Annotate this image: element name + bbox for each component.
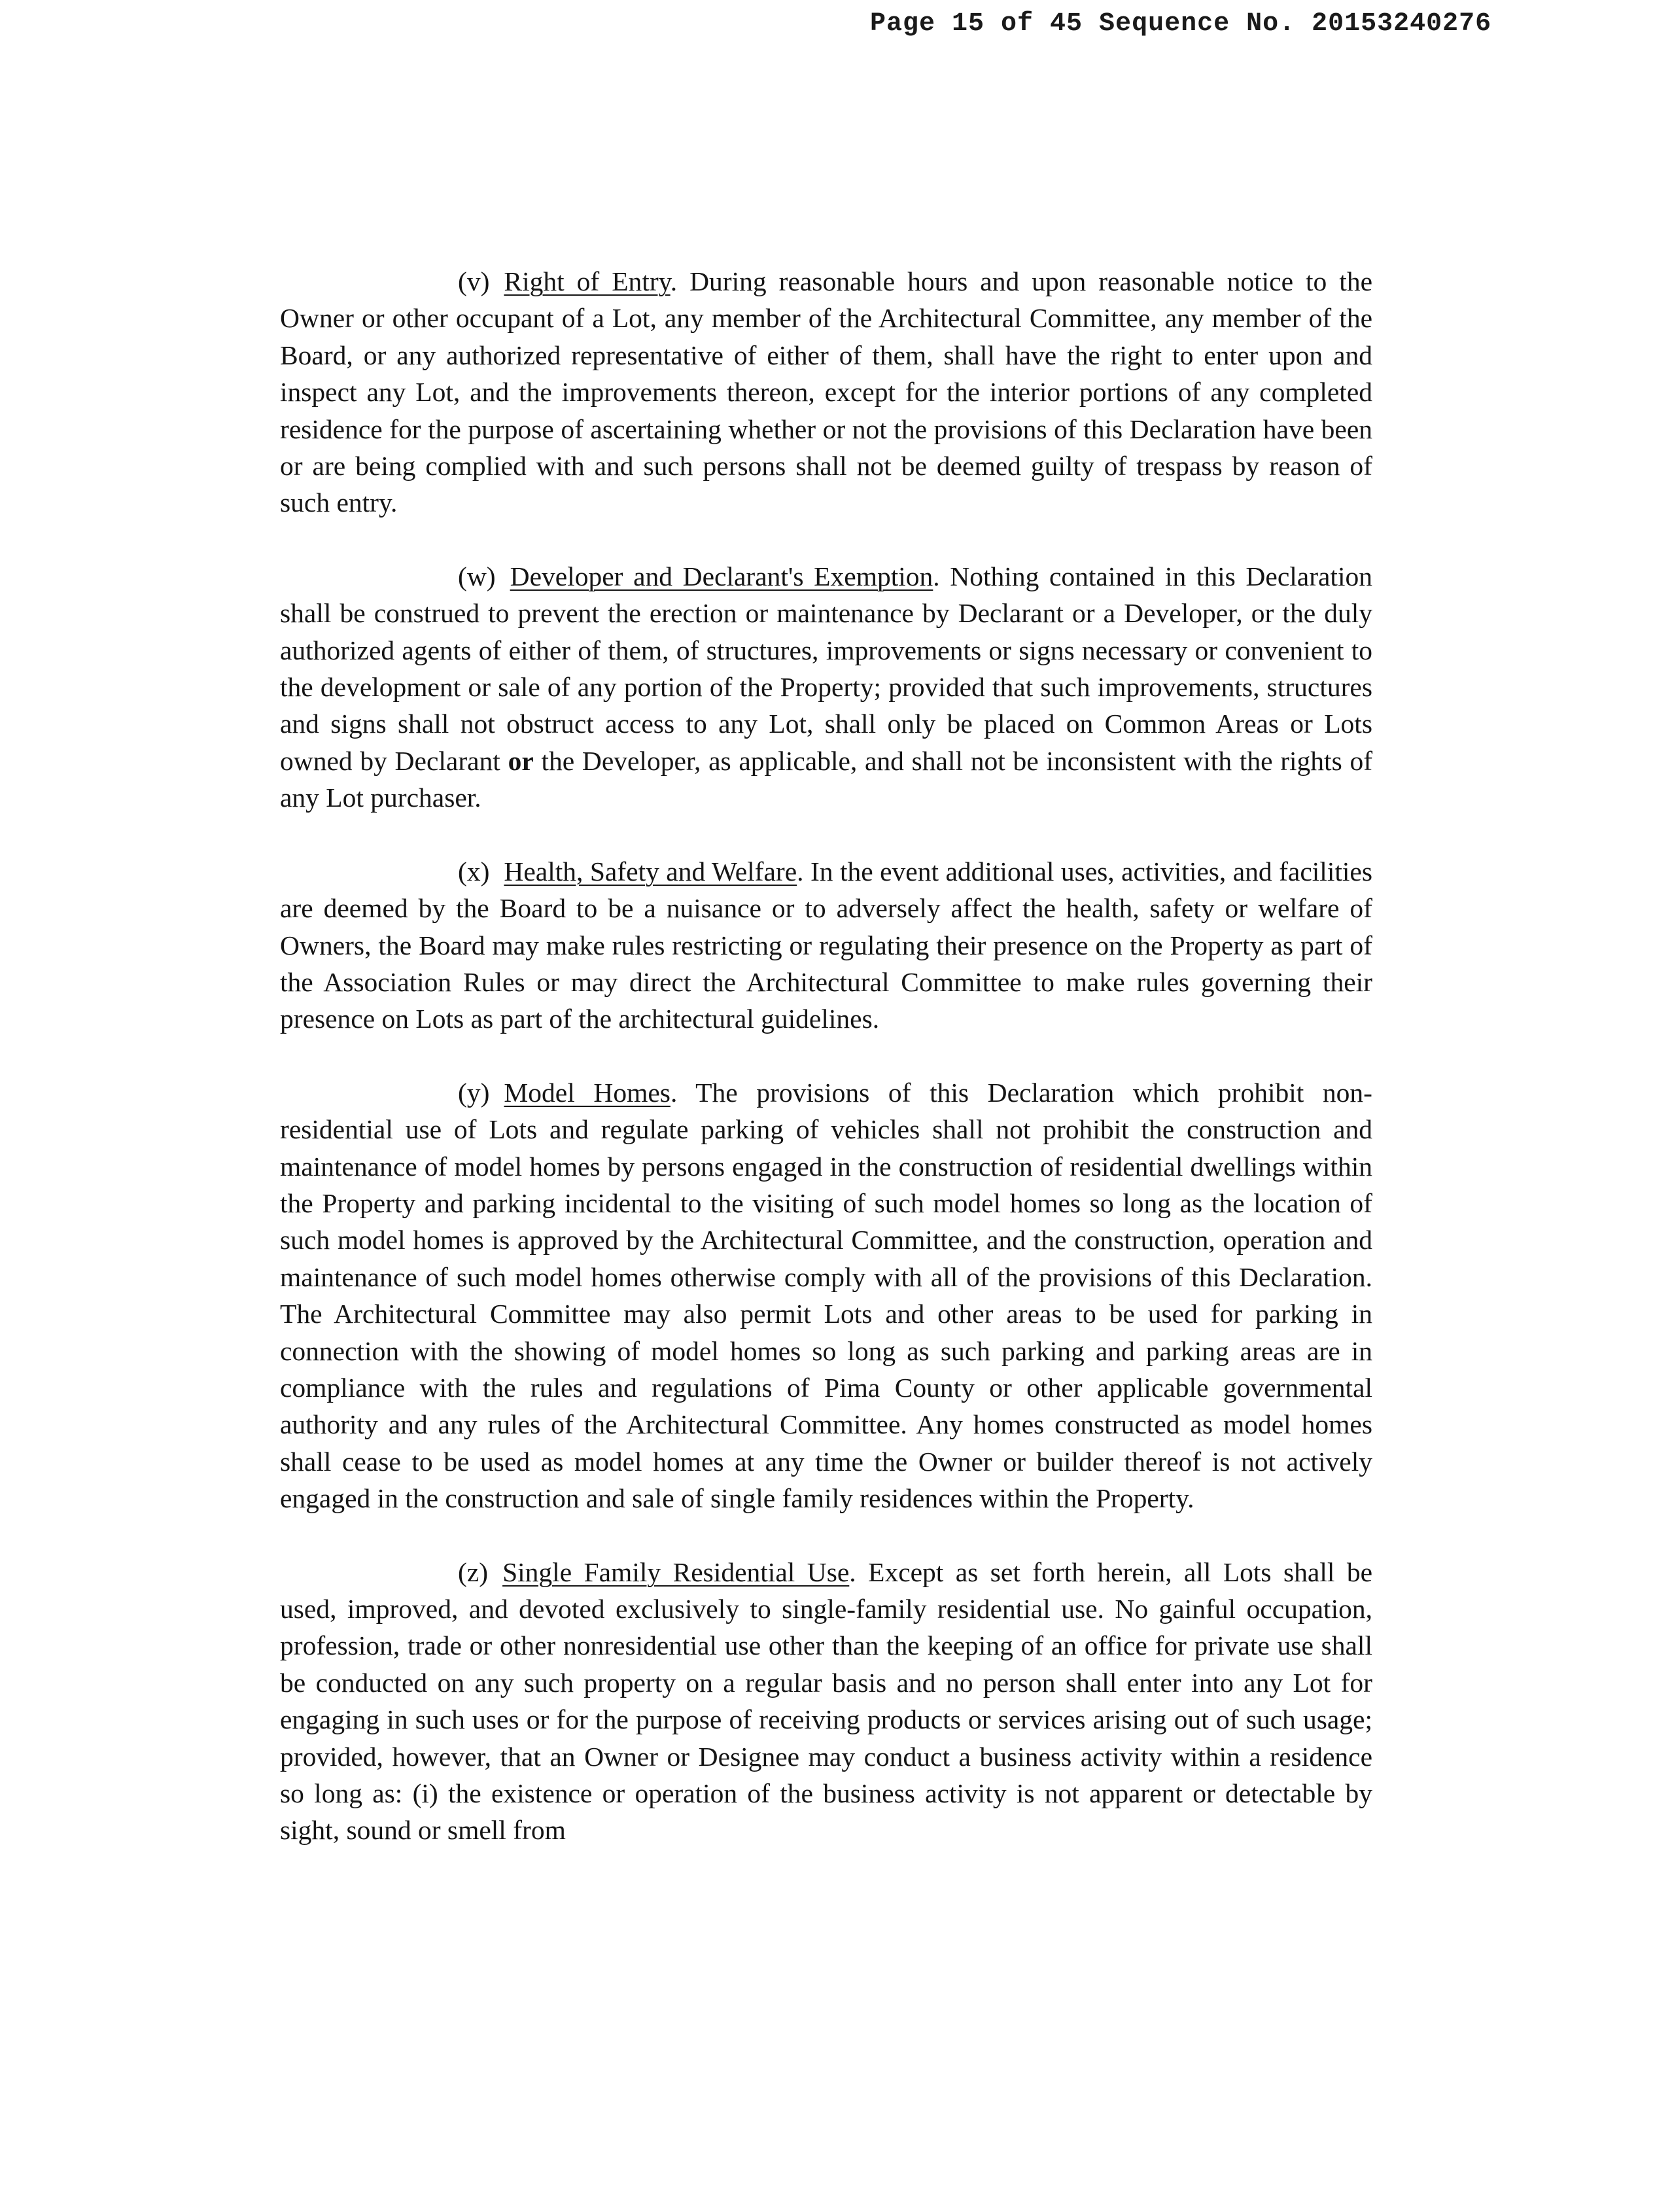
section-marker: (x) bbox=[458, 856, 490, 887]
section-w-developer-exemption bbox=[280, 558, 1372, 816]
section-marker: (w) bbox=[458, 561, 496, 591]
section-marker: (y) bbox=[458, 1077, 490, 1108]
section-marker: (v) bbox=[458, 266, 490, 296]
section-body-continued: the Developer, as applicable, and shall not be inconsistent with the rights of any Lot purchaser. bbox=[280, 745, 1373, 813]
section-body: . In the event additional uses, activities, and facilities are deemed by the Board to be a nuisance or to adversely affect the health, safety or welfare of Owners, the Board may make rules restricting or regulating their presence on the Property as part of the Association Rules or may direct the Architectural Committee to make rules governing their presence on Lots as part of the architectural guidelines. bbox=[280, 856, 1372, 1034]
page-header: Page 15 of 45 Sequence No. 20153240276 bbox=[870, 9, 1492, 39]
bold-word-or: or bbox=[508, 745, 534, 776]
section-heading: Right of Entry bbox=[504, 266, 671, 296]
section-marker: (z) bbox=[458, 1556, 489, 1587]
section-v-right-of-entry bbox=[280, 263, 1372, 521]
section-heading: Developer and Declarant's Exemption bbox=[510, 561, 933, 591]
section-heading: Model Homes bbox=[504, 1077, 671, 1108]
section-x-health-safety-welfare bbox=[280, 853, 1372, 1038]
section-y-model-homes bbox=[280, 1074, 1372, 1517]
document-body bbox=[280, 263, 1372, 1886]
section-body: . During reasonable hours and upon reasonable notice to the Owner or other occupant of a Lot, any member of the Architectural Committee, any member of the Board, or any authorized representative of either of them, shall have the right to enter upon and inspect any Lot, and the improvements thereon, except for the interior portions of any completed residence for the purpose of ascertaining whether or not the provisions of this Declaration have been or are being complied with and such persons shall not be deemed guilty of trespass by reason of such entry. bbox=[280, 266, 1372, 518]
section-body: . The provisions of this Declaration which prohibit non-residential use of Lots and regulate parking of vehicles shall not prohibit the construction and maintenance of model homes by persons engaged in the construction of residential dwellings within the Property and parking incidental to the visiting of such model homes so long as the location of such model homes is approved by the Architectural Committee, and the construction, operation and maintenance of such model homes otherwise comply with all of the provisions of this Declaration. The Architectural Committee may also permit Lots and other areas to be used for parking in connection with the showing of model homes so long as such parking and parking areas are in compliance with the rules and regulations of Pima County or other applicable governmental authority and any rules of the Architectural Committee. Any homes constructed as model homes shall cease to be used as model homes at any time the Owner or builder thereof is not actively engaged in the construction and sale of single family residences within the Property. bbox=[280, 1077, 1372, 1514]
section-heading: Health, Safety and Welfare bbox=[504, 856, 797, 887]
section-heading: Single Family Residential Use bbox=[502, 1556, 850, 1587]
section-body: . Except as set forth herein, all Lots shall be used, improved, and devoted exclusively to single-family residential use. No gainful occupation, profession, trade or other nonresidential use other than the keeping of an office for private use shall be conducted on any such property on a regular basis and no person shall enter into any Lot for engaging in such uses or for the purpose of receiving products or services arising out of such usage; provided, however, that an Owner or Designee may conduct a business activity within a residence so long as: (i) the existence or operation of the business activity is not apparent or detectable by sight, sound or smell from bbox=[280, 1556, 1373, 1846]
section-z-single-family-use bbox=[280, 1554, 1372, 1849]
section-body: . Nothing contained in this Declaration shall be construed to prevent the erection or maintenance by Declarant or a Developer, or the duly authorized agents of either of them, of structures, improvements or signs necessary or convenient to the development or sale of any portion of the Property; provided that such improvements, structures and signs shall not obstruct access to any Lot, shall only be placed on Common Areas or Lots owned by Declarant bbox=[280, 561, 1372, 776]
